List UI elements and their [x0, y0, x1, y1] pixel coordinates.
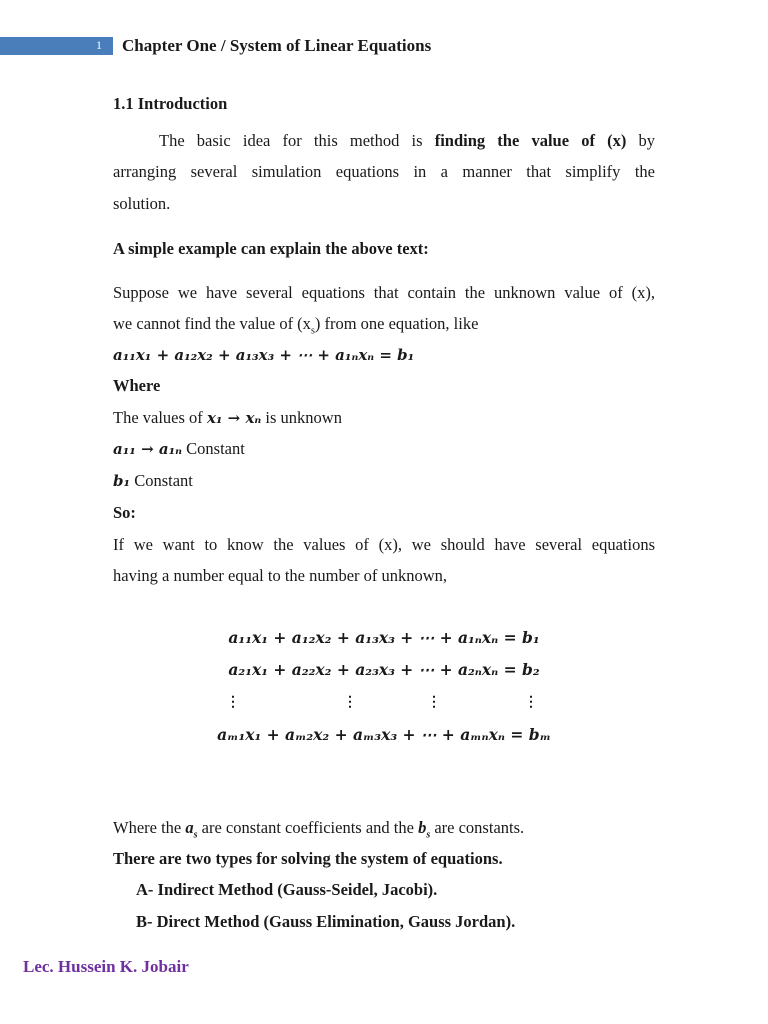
type-indirect: A- Indirect Method (Gauss-Seidel, Jacobi). — [136, 880, 438, 899]
a-constant-line: a₁₁ → a₁ₙ Constant — [113, 439, 245, 458]
suppose-line-1: Suppose we have several equations that contain the unknown value of (x), — [113, 283, 655, 302]
equation-single: a₁₁x₁ + a₁₂x₂ + a₁₃x₃ + ⋯ + a₁ₙxₙ = b₁ — [113, 346, 415, 364]
b-constant-line: b₁ Constant — [113, 471, 193, 490]
vdots-4: ⋮ — [524, 695, 538, 710]
type-direct: B- Direct Method (Gauss Elimination, Gauss Jordan). — [136, 912, 516, 931]
system-row-m: aₘ₁x₁ + aₘ₂x₂ + aₘ₃x₃ + ⋯ + aₘₙxₙ = bₘ — [217, 725, 551, 744]
where-label: Where — [113, 376, 161, 395]
system-row-1: a₁₁x₁ + a₁₂x₂ + a₁₃x₃ + ⋯ + a₁ₙxₙ = b₁ — [228, 628, 540, 647]
want-line-2: having a number equal to the number of unknown, — [113, 566, 448, 585]
intro-line-3: solution. — [113, 194, 171, 213]
intro-line-2: arranging several simulation equations in a manner that simplify the — [113, 162, 655, 181]
suppose-line-2: we cannot find the value of $(x_s)$ from one equation, like — [113, 314, 479, 337]
section-title: 1.1 Introduction — [113, 94, 228, 113]
vdots-1: ⋮ — [226, 695, 240, 710]
system-row-2: a₂₁x₁ + a₂₂x₂ + a₂₃x₃ + ⋯ + a₂ₙxₙ = b₂ — [228, 660, 540, 679]
coefficients-line: Where the $a_s$ are constant coefficients and the $b_s$ are constants. — [113, 818, 525, 841]
example-heading: A simple example can explain the above text: — [113, 239, 429, 258]
page-number: 1 — [96, 38, 102, 52]
footer-author: Lec. Hussein K. Jobair — [23, 957, 189, 976]
vdots-2: ⋮ — [343, 695, 357, 710]
want-line-1: If we want to know the values of (x), we should have several equations — [113, 535, 655, 554]
so-label: So: — [113, 503, 136, 522]
intro-line-1: The basic idea for this method is finding the value of (x) by — [159, 131, 655, 150]
chapter-title: Chapter One / System of Linear Equations — [122, 36, 432, 55]
vdots-3: ⋮ — [427, 695, 441, 710]
values-line: The values of x₁ → xₙ is unknown — [113, 408, 342, 427]
types-heading: There are two types for solving the system of equations. — [113, 849, 503, 868]
